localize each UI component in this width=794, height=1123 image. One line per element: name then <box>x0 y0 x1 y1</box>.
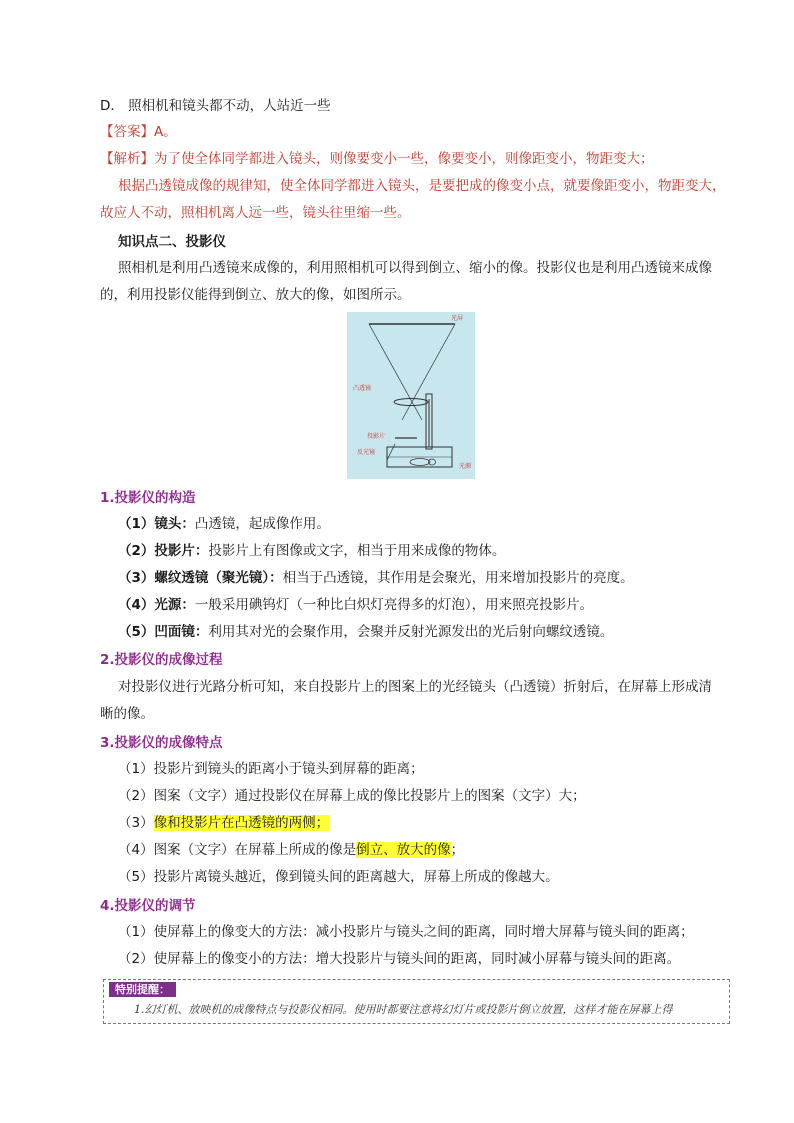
option-d: D． 照相机和镜头都不动，人站近一些 <box>100 98 331 114</box>
s1-item-2: （2）投影片：投影片上有图像或文字，相当于用来成像的物体。 <box>118 543 506 559</box>
tip-box <box>103 979 730 1024</box>
analysis-line-2: 根据凸透镜成像的规律知，使全体同学都进入镜头，是要把成的像变小点，就要像距变小，物距变大， <box>118 178 726 194</box>
analysis-tag: 【解析】 <box>100 151 154 167</box>
intro-line-1: 照相机是利用凸透镜来成像的，利用照相机可以得到倒立、缩小的像。投影仪也是利用凸透镜来成像 <box>118 260 712 276</box>
label-slide: 投影片 <box>367 433 386 440</box>
analysis-line-3: 故应人不动，照相机离人远一些，镜头往里缩一些。 <box>100 205 411 221</box>
s1-item-3: （3）螺纹透镜（聚光镜）：相当于凸透镜，其作用是会聚光，用来增加投影片的亮度。 <box>118 570 634 586</box>
section-1-title: 1.投影仪的构造 <box>100 490 196 506</box>
s4-item-1: （1）使屏幕上的像变大的方法：减小投影片与镜头之间的距离，同时增大屏幕与镜头间的距离； <box>118 924 694 940</box>
analysis-line-1: 【解析】为了使全体同学都进入镜头，则像要变小一些，像要变小，则像距变小，物距变大； <box>100 151 654 167</box>
tip-label: 特别提醒： <box>109 982 176 997</box>
answer-value: A。 <box>154 124 177 140</box>
section-kp2-title: 知识点二、投影仪 <box>118 234 226 250</box>
label-lens: 凸透镜 <box>353 385 372 392</box>
intro-line-2: 的，利用投影仪能得到倒立、放大的像，如图所示。 <box>100 287 411 303</box>
s3-item-5: （5）投影片离镜头越近，像到镜头间的距离越大，屏幕上所成的像越大。 <box>118 869 559 885</box>
highlight-text: 倒立、放大的像 <box>356 842 451 858</box>
highlight-text: 像和投影片在凸透镜的两侧； <box>153 815 330 831</box>
s1-item-1: （1）镜头：凸透镜，起成像作用。 <box>118 516 330 532</box>
s3-item-4: （4）图案（文字）在屏幕上所成的像是倒立、放大的像； <box>118 842 465 858</box>
section-2-title: 2.投影仪的成像过程 <box>100 652 223 668</box>
answer-tag: 【答案】 <box>100 124 154 140</box>
tip-text: 1.幻灯机、放映机的成像特点与投影仪相同。使用时都要注意将幻灯片或投影片倒立放置，这样才能在屏幕上得 <box>134 1003 673 1016</box>
s2-text-1: 对投影仪进行光路分析可知，来自投影片上的图案上的光经镜头（凸透镜）折射后，在屏幕上形成清 <box>118 679 712 695</box>
s3-item-1: （1）投影片到镜头的距离小于镜头到屏幕的距离； <box>118 761 424 777</box>
s2-text-2: 晰的像。 <box>100 706 154 722</box>
s1-item-4: （4）光源：一般采用碘钨灯（一种比白炽灯亮得多的灯泡），用来照亮投影片。 <box>118 597 594 613</box>
label-screen: 光屏 <box>451 315 464 322</box>
s3-item-2: （2）图案（文字）通过投影仪在屏幕上成的像比投影片上的图案（文字）大； <box>118 788 586 804</box>
s1-item-5: （5）凹面镜：利用其对光的会聚作用，会聚并反射光源发出的光后射向螺纹透镜。 <box>118 624 614 640</box>
projector-diagram <box>347 312 475 479</box>
label-source: 光源 <box>459 463 472 470</box>
label-mirror: 反光镜 <box>357 449 376 456</box>
section-3-title: 3.投影仪的成像特点 <box>100 735 223 751</box>
s3-item-3: （3）像和投影片在凸透镜的两侧； <box>118 815 330 831</box>
answer-line <box>100 122 177 142</box>
section-4-title: 4.投影仪的调节 <box>100 898 196 914</box>
s4-item-2: （2）使屏幕上的像变小的方法：增大投影片与镜头间的距离，同时减小屏幕与镜头间的距离。 <box>118 951 681 967</box>
